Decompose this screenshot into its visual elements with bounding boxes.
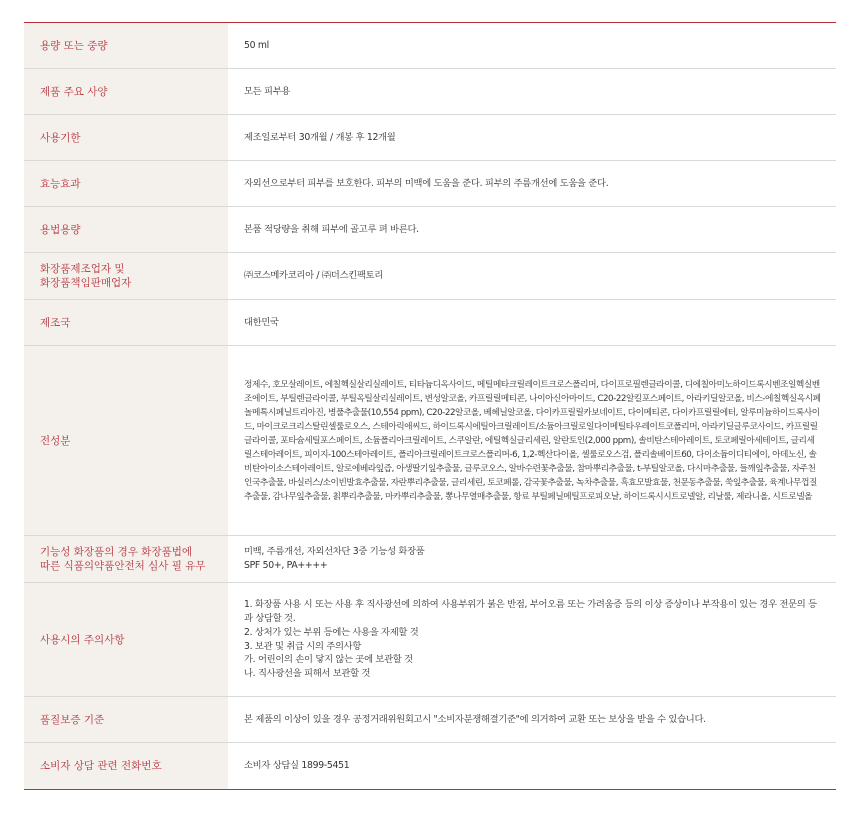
product-info-table (24, 22, 836, 790)
row-label-manufacturer: 화장품제조업자 및 화장품책임판매업자 (24, 253, 228, 299)
ingredients-text: 정제수, 호모살레이트, 에칠헥실살리실레이트, 티타늄디옥사이드, 메틸메타크릴레이트크로스폴리머, 다이프로필렌글라이콜, 디에칠아미노하이드록시벤조일헥실벤조에이트, 부틸렌글라이콜, 부틸옥틸살리실레이트, 변성알코올, 카프릴릴메티콘, 나이아신아마이드, C20-22알킬포스페이트, 아라키딜알코올, 비스-에칠헥실옥시페놀메톡시페닐트리아진, 병풀추출물(10,554 ppm), C20-22알코올, 베헤닐알코올, 다이카프릴릴카보네이트, 다이메티콘, 다이카프릴릴에터, 알루미늄하이드록사이드, 마이크로크리스탈린셀룰로오스, 스테아릭애씨드, 하이드록시에틸아크릴레이트/소듐아크릴로일다이메틸타우레이트코폴리머, 아라키딜글루코사이드, 카프릴릴글라이콜, 포타슘세틸포스페이트, 소듐폴리아크릴레이트, 스쿠알란, 에틸헥실글리세린, 알란토인(2,000 ppm), 솔비탄스테아레이트, 토코페릴아세테이트, 글리세릴스테아레이트, 피이지-100스테아레이트, 폴리아크릴레이트크로스폴리머-6, 1,2-헥산다이올, 셀룰로오스검, 폴리솔베이트60, 다이소듐이디티에이, 아데노신, 솔비탄아이소스테아레이트, 알로에베라잎즙, 아생딸기잎추출물, 글루코오스, 알바수련꽃추출물, 참마뿌리추출물, t-부틸알코올, 다시마추출물, 들깨잎추출물, 자주천인국추출물, 바실러스/소이빈발효추출물, 자란뿌리추출물, 글리세린, 토코페롤, 감국꽃추출물, 녹차추출물, 흑효모발효물, 천문동추출물, 쑥잎추출물, 육계나무껍질추출물, 감나무잎추출물, 칡뿌리추출물, 마카뿌리추출물, 뽕나무열매추출물, 항료 부틸페닐메틸프로피오날, 하이드록시시트로넬알, 리날룰, 제라니올, 시트로넬올 (244, 379, 821, 502)
row-label-functional: 기능성 화장품의 경우 화장품법에 따른 식품의약품안전처 심사 필 유무 (24, 536, 228, 582)
row-value-expiry (228, 115, 836, 160)
row-label-contact: 소비자 상담 관련 전화번호 (24, 743, 228, 789)
table-row (24, 300, 836, 346)
volume-text: 50 ml (244, 39, 269, 51)
quality-text: 본 제품의 이상이 있을 경우 공정거래위원회고시 "소비자분쟁해결기준"에 의거하여 교환 또는 보상을 받을 수 있습니다. (244, 713, 706, 725)
table-row (24, 536, 836, 583)
table-row (24, 697, 836, 743)
table-row (24, 115, 836, 161)
table-row (24, 346, 836, 536)
row-label-country: 제조국 (24, 300, 228, 345)
row-value-efficacy (228, 161, 836, 206)
table-row (24, 743, 836, 789)
row-label-efficacy: 효능효과 (24, 161, 228, 206)
row-value-quality (228, 697, 836, 742)
row-value-functional (228, 536, 836, 582)
row-label-spec: 제품 주요 사양 (24, 69, 228, 114)
table-row (24, 23, 836, 69)
functional-text: 미백, 주름개선, 자외선차단 3중 기능성 화장품 SPF 50+, PA++++ (244, 546, 425, 571)
table-row (24, 253, 836, 300)
table-row (24, 69, 836, 115)
row-value-manufacturer (228, 253, 836, 299)
table-row (24, 583, 836, 697)
row-label-quality: 품질보증 기준 (24, 697, 228, 742)
row-value-country (228, 300, 836, 345)
row-label-ingredients: 전성분 (24, 346, 228, 535)
country-text: 대한민국 (244, 316, 279, 328)
row-value-usage (228, 207, 836, 252)
row-value-ingredients (228, 346, 836, 535)
row-value-contact (228, 743, 836, 789)
row-value-volume (228, 23, 836, 68)
row-label-usage: 용법용량 (24, 207, 228, 252)
row-label-expiry: 사용기한 (24, 115, 228, 160)
manufacturer-text: ㈜코스메카코리아 / ㈜더스킨팩토리 (244, 270, 383, 282)
contact-text: 소비자 상담실 1899-5451 (244, 760, 350, 772)
row-value-cautions (228, 583, 836, 696)
efficacy-text: 자외선으로부터 피부를 보호한다. 피부의 미백에 도움을 준다. 피부의 주름개선에 도움을 준다. (244, 177, 609, 189)
row-value-spec (228, 69, 836, 114)
row-label-volume: 용량 또는 중량 (24, 23, 228, 68)
spec-text: 모든 피부용 (244, 85, 291, 97)
table-row (24, 207, 836, 253)
expiry-text: 제조일로부터 30개월 / 개봉 후 12개월 (244, 131, 396, 143)
table-row (24, 161, 836, 207)
cautions-text: 1. 화장품 사용 시 또는 사용 후 직사광선에 의하여 사용부위가 붉은 반점, 부어오름 또는 가려움증 등의 이상 증상이나 부작용이 있는 경우 전문의 등과 상담할 것. 2. 상처가 있는 부위 등에는 사용을 자제할 것 3. 보관 및 취급 시의 주의사항 가. 어린이의 손이 닿지 않는 곳에 보관할 것 나. 직사광선을 피해서 보관할 것 (244, 599, 817, 680)
usage-text: 본품 적당량을 취해 피부에 골고루 펴 바른다. (244, 223, 419, 235)
row-label-cautions: 사용시의 주의사항 (24, 583, 228, 696)
